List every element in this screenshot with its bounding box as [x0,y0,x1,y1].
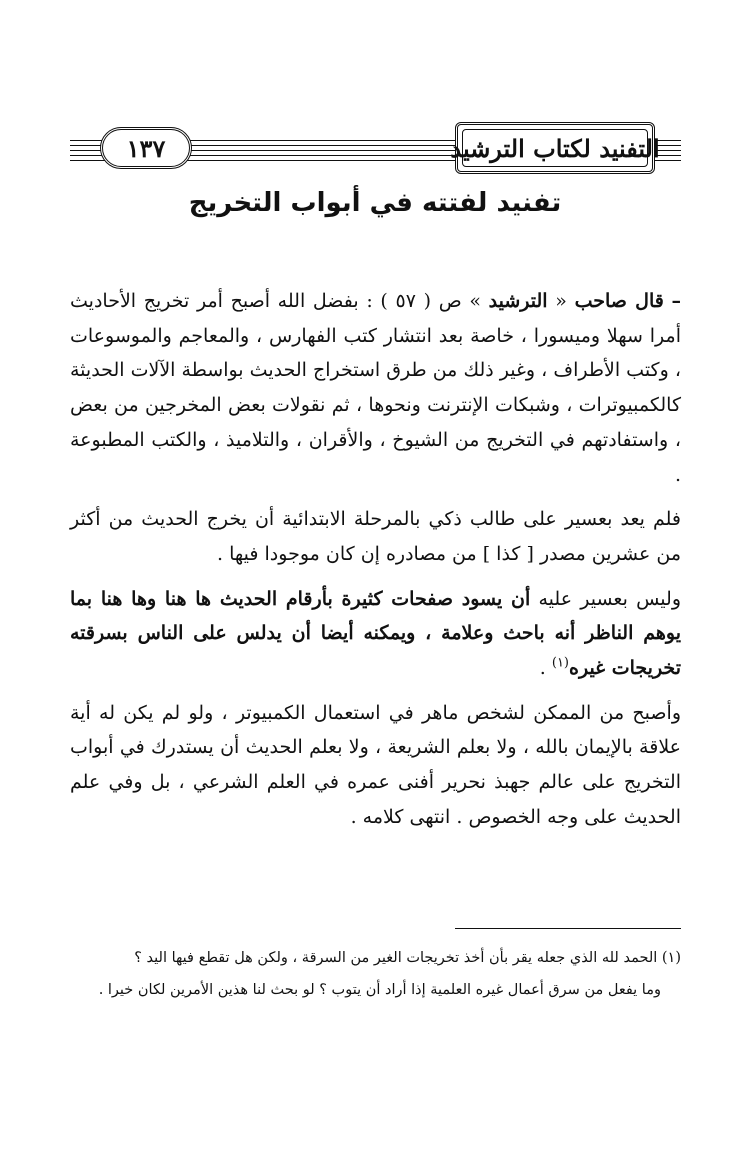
footnote-separator [455,928,681,929]
quote-mark-close: » [469,290,481,312]
footnotes [70,942,681,1006]
book-title: التفنيد لكتاب الترشيد [450,133,660,163]
header-title-frame [450,122,660,174]
quote-mark-open: « [555,290,567,312]
emphasized-text: أن يسود صفحات كثيرة بأرقام الحديث ها هنا وها هنا بما يوهم الناظر أنه باحث وعلامة ، ويمكنه أيضا أن يدلس على الناس بسرقته تخريجات غيره [70,587,681,680]
paragraph-end: . [539,657,546,680]
footnote-reference[interactable]: (١) [551,655,569,671]
quoted-book-name: الترشيد [488,290,548,312]
footnote-line: (١) الحمد لله الذي جعله يقر بأن أخذ تخريجات الغير من السرقة ، ولكن هل تقطع فيها اليد ؟ [134,950,681,966]
section-title: تفنيد لفتته في أبواب التخريج [188,188,562,218]
quote-lead: قال صاحب [574,290,664,312]
footnote-line: وما يفعل من سرق أعمال غيره العلمية إذا أراد أن يتوب ؟ لو بحث لنا هذين الأمرين لكان خيرا . [98,982,661,998]
paragraph: فلم يعد بعسير على طالب ذكي بالمرحلة الابتدائية أن يخرج الحديث من أكثر من عشرين مصدر [ كذا ] من مصادره إن كان موجودا فيها . [70,508,681,565]
page-number-frame [100,127,192,169]
paragraph-lead: وليس بعسير عليه [538,587,682,610]
main-text [70,284,681,835]
paragraph [70,284,681,492]
paragraph-dash: – [671,290,682,312]
paragraph [70,582,681,686]
paragraph: وأصبح من الممكن لشخص ماهر في استعمال الكمبيوتر ، ولو لم يكن له أية علاقة بالإيمان بالله ، ولا بعلم الشريعة ، ولا بعلم الحديث أن يستدرك في أبواب التخريج على عالم جهبذ نحرير أفنى عمره في العلم الشرعي ، بل وفي علم الحديث على وجه الخصوص . انتهى كلامه . [70,701,681,828]
page-number: ١٣٧ [126,133,166,163]
paragraph-text: ص ( ٥٧ ) : بفضل الله أصبح أمر تخريج الأحاديث أمرا سهلا وميسورا ، خاصة بعد انتشار كتب الفهارس ، والمعاجم والموسوعات ، وكتب الأطراف ، وغير ذلك من طرق استخراج الحديث بواسطة الآلات الحديثة كالكمبيوترات ، وشبكات الإنترنت ونحوها ، ثم نقولات بعض المخرجين من بعض ، واستفادتهم في التخريج من الشيوخ ، والأقران ، والتلاميذ ، والكتب المطبوعة . [70,290,681,486]
